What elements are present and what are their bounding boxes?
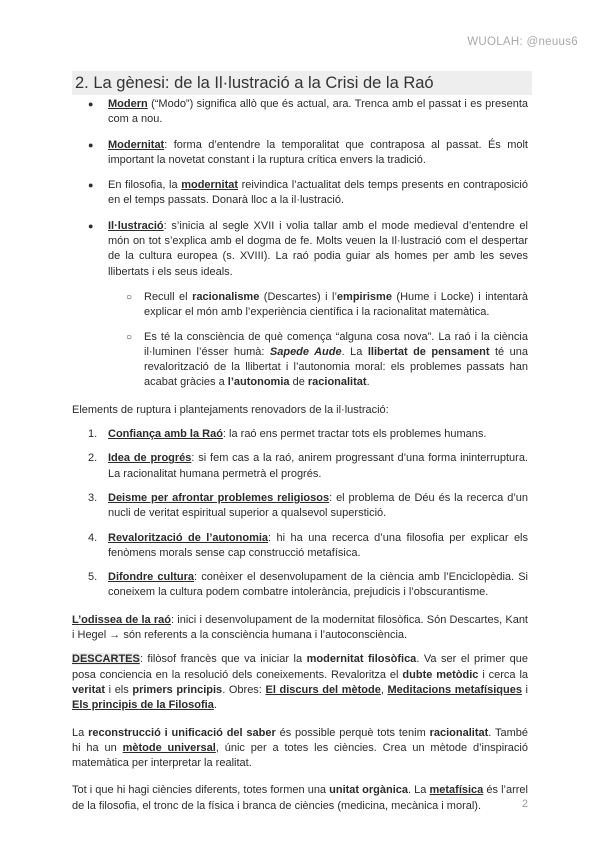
numbered-item xyxy=(72,531,528,562)
work-title: Els principis de la Filosofia xyxy=(72,699,214,712)
bullet-item xyxy=(72,138,528,169)
text: . La xyxy=(341,345,368,358)
term: unitat orgànica xyxy=(329,784,409,797)
term: llibertat de pensament xyxy=(367,345,490,358)
bullet-icon: ● xyxy=(88,220,94,231)
sub-bullet-item xyxy=(72,290,528,321)
paragraph-odissea xyxy=(72,613,528,644)
term: modernitat xyxy=(181,179,239,192)
section-heading: 2. La gènesi: de la Il·lustració a la Crisi de la Raó xyxy=(72,71,532,95)
numbered-item xyxy=(72,491,528,522)
text: : inici i desenvolupament de la modernitat filosòfica. Són Descartes, Kant i Hegel → són referents a la consciència humana i l’autoconsciència. xyxy=(72,613,528,642)
text: Es té la consciència de què comença “alguna cosa nova”. La raó i la ciència il·luminen l’ésser humà: xyxy=(144,330,528,358)
text: és l’arrel de la filosofia, el tronc de la física i branca de ciències (medicina, mecànica i moral). xyxy=(72,784,528,812)
bullet-icon: ● xyxy=(88,139,94,150)
intro-paragraph: Elements de ruptura i plantejaments renovadors de la il·lustració: xyxy=(72,403,389,416)
term: Sapede Aude xyxy=(269,345,342,358)
term: Modern xyxy=(108,98,148,110)
text: . xyxy=(366,376,370,389)
text: (Hume i Locke) i intentarà explicar el món amb l’experiència científica i la racionalitat matemàtica. xyxy=(144,290,529,319)
term: L’odissea de la raó xyxy=(72,613,171,626)
text: : s’inicia al segle XVII i volia tallar amb el mode medieval d’entendre el món on tot s’explica amb el dogma de fe. Molts veuen la Il·lustració com el despertar de la cultura europea (s. XVIII). La raó podia guiar als homes per amb les seves llibertats i els seus ideals. xyxy=(108,219,528,278)
text: i xyxy=(521,683,528,696)
term: Il·lustració xyxy=(108,219,164,232)
term: reconstrucció i unificació del saber xyxy=(88,726,276,739)
text: i els xyxy=(105,683,133,696)
term: racionalitat xyxy=(307,376,367,389)
work-title: Meditacions metafísiques xyxy=(387,683,522,696)
term: racionalisme xyxy=(192,290,260,303)
text: . També hi ha un xyxy=(72,726,528,754)
text: i cerca la xyxy=(478,668,529,681)
text: : filòsof francès que va iniciar la xyxy=(139,653,307,666)
text: . Va ser el primer que posa conciencia en la resolució dels coneixements. Revaloritza el xyxy=(72,653,528,681)
work-title: El discurs del mètode xyxy=(265,683,381,696)
term: primers principis xyxy=(132,683,223,696)
term: Difondre cultura xyxy=(108,571,195,584)
watermark: WUOLAH: @neuus6 xyxy=(467,36,578,48)
term: Confiança amb la Raó xyxy=(108,428,223,441)
numbered-item xyxy=(72,427,528,442)
text: . xyxy=(213,699,217,712)
text: : hi ha una recerca d’una filosofia per explicar els fenòmens morals sense cap construcció metafísica. xyxy=(108,531,529,559)
text: és possible perquè tots tenim xyxy=(275,726,430,739)
text: : el problema de Déu és la recerca d’un nucli de veritat espiritual superior a qualsevol superstició. xyxy=(108,491,528,520)
text: : forma d’entendre la temporalitat que contraposa al passat. És molt important la novetat constant i la ruptura crítica envers la tradició. xyxy=(108,138,528,166)
term: empirisme xyxy=(336,290,392,303)
term: Revalorització de l’autonomia xyxy=(108,531,269,544)
term: metafísica xyxy=(429,784,484,797)
term: Modernitat xyxy=(108,138,165,151)
bullet-item xyxy=(72,178,528,209)
text: (Descartes) i l’ xyxy=(259,290,337,303)
text: (“Modo”) significa allò que és actual, ara. Trenca amb el passat i es presenta com a nou. xyxy=(108,98,528,126)
text: reivindica l’actualitat dels temps presents en contraposició en el temps passats. Donarà lloc a la il·lustració. xyxy=(108,179,528,207)
text: de xyxy=(289,376,308,389)
text: : la raó ens permet tractar tots els problemes humans. xyxy=(222,428,487,441)
paragraph-unitat xyxy=(72,783,528,814)
text: Tot i que hi hagi ciències diferents, totes formen una xyxy=(72,784,330,797)
paragraph-reconstruccio xyxy=(72,726,528,772)
text: En filosofia, la xyxy=(108,179,182,192)
paragraph-descartes xyxy=(72,652,528,713)
bullet-icon: ● xyxy=(88,99,94,109)
circle-bullet-icon: ○ xyxy=(126,291,133,303)
term: dubte metòdic xyxy=(402,668,479,681)
term: racionalitat xyxy=(429,726,489,739)
page-number: 2 xyxy=(521,798,528,810)
term: veritat xyxy=(72,683,106,696)
text: , xyxy=(380,683,388,696)
text: . Obres: xyxy=(222,683,266,696)
text: . La xyxy=(408,784,430,797)
bullet-icon: ● xyxy=(88,180,94,191)
bullet-item xyxy=(72,219,528,280)
text: : conèixer el desenvolupament de la ciència amb l’Enciclopèdia. Si coneixem la cultura podem combatre intolerància, prejudicis i l’obscurantisme. xyxy=(108,571,528,599)
term: modernitat filosòfica xyxy=(306,653,417,666)
content xyxy=(72,97,528,823)
item-number: 3. xyxy=(88,491,98,504)
item-number: 1. xyxy=(88,428,98,441)
term: Idea de progrés xyxy=(108,452,192,465)
numbered-item xyxy=(72,570,528,601)
bullet-item xyxy=(72,97,528,128)
term: Deisme per afrontar problemes religiosos xyxy=(108,491,330,504)
item-number: 2. xyxy=(88,452,98,465)
term: mètode universal xyxy=(122,741,216,754)
numbered-item xyxy=(72,451,528,482)
text: , únic per a totes les ciències. Crea un mètode d’inspiració matemàtica per interpretar la realitat. xyxy=(72,741,528,770)
text: Recull el xyxy=(144,290,193,303)
term: l’autonomia xyxy=(227,376,290,389)
item-number: 5. xyxy=(88,571,98,584)
circle-bullet-icon: ○ xyxy=(126,331,133,343)
text: té una revalorització de la llibertat i l’autonomia moral: els problemes passats han acabat gràcies a xyxy=(144,345,528,389)
item-number: 4. xyxy=(88,531,98,544)
term: DESCARTES xyxy=(72,653,140,666)
sub-bullet-item xyxy=(72,330,528,391)
text: La xyxy=(72,726,89,739)
text: : si fem cas a la raó, anirem progressant d’una forma ininterruptura. La racionalitat humana permetrà el progrés. xyxy=(108,452,528,480)
